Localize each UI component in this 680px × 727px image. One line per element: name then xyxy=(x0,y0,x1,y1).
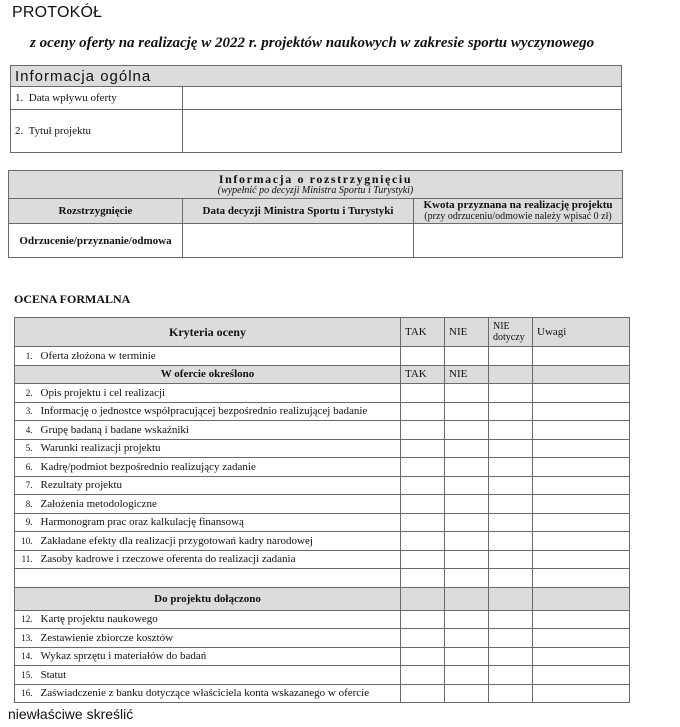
row-number: 12. xyxy=(15,610,37,629)
not-applicable-cell[interactable] xyxy=(489,439,533,458)
row-number: 13. xyxy=(15,629,37,648)
no-cell[interactable] xyxy=(445,458,489,477)
notes-cell[interactable] xyxy=(533,384,630,403)
not-applicable-cell[interactable] xyxy=(489,629,533,648)
table-row xyxy=(15,666,630,685)
row-label: Kadrę/podmiot bezpośrednio realizujący zadanie xyxy=(37,458,401,477)
not-applicable-cell[interactable] xyxy=(489,495,533,514)
notes-cell[interactable] xyxy=(533,647,630,666)
notes-header: Uwagi xyxy=(533,318,630,347)
not-applicable-cell[interactable] xyxy=(489,684,533,703)
formal-assessment-heading: OCENA FORMALNA xyxy=(14,292,131,306)
not-applicable-cell[interactable] xyxy=(489,550,533,569)
not-applicable-cell[interactable] xyxy=(489,402,533,421)
not-applicable-cell[interactable] xyxy=(489,666,533,685)
row-label: Informację o jednostce współpracującej bezpośrednio realizującej badanie xyxy=(37,402,401,421)
section-row xyxy=(15,365,630,384)
document-title: PROTOKÓŁ xyxy=(12,4,103,21)
column-header: Rozstrzygnięcie xyxy=(9,199,183,224)
row-label: Zasoby kadrowe i rzeczowe oferenta do realizacji zadania xyxy=(37,550,401,569)
yes-cell[interactable] xyxy=(401,647,445,666)
table-row xyxy=(15,384,630,403)
not-applicable-cell[interactable] xyxy=(489,476,533,495)
no-cell[interactable] xyxy=(445,421,489,440)
table-row xyxy=(15,476,630,495)
no-cell[interactable] xyxy=(445,532,489,551)
no-cell[interactable] xyxy=(445,666,489,685)
table-row xyxy=(15,629,630,648)
no-cell[interactable] xyxy=(445,476,489,495)
table-row xyxy=(15,402,630,421)
row-number: 8. xyxy=(15,495,37,514)
yes-cell[interactable] xyxy=(401,384,445,403)
empty-cell xyxy=(445,587,489,610)
table-row xyxy=(15,347,630,366)
empty-row xyxy=(15,569,630,588)
notes-cell[interactable] xyxy=(533,439,630,458)
no-cell[interactable] xyxy=(445,347,489,366)
row-label: 2. Tytuł projektu xyxy=(11,110,183,153)
footnote: niewłaściwe skreślić xyxy=(8,706,134,722)
row-label: Zakładane efekty dla realizacji przygotowań kadry narodowej xyxy=(37,532,401,551)
notes-cell[interactable] xyxy=(533,421,630,440)
not-applicable-header: NIE dotyczy xyxy=(489,318,533,347)
row-label: Opis projektu i cel realizacji xyxy=(37,384,401,403)
empty-cell xyxy=(489,587,533,610)
criteria-header: Kryteria oceny xyxy=(15,318,401,347)
granted-amount-field[interactable] xyxy=(414,224,623,258)
yes-cell[interactable] xyxy=(401,476,445,495)
row-number: 15. xyxy=(15,666,37,685)
decision-date-field[interactable] xyxy=(183,224,414,258)
yes-cell[interactable] xyxy=(401,402,445,421)
row-label: Grupę badaną i badane wskaźniki xyxy=(37,421,401,440)
no-header: NIE xyxy=(445,365,489,384)
general-info-table xyxy=(10,65,622,153)
not-applicable-cell[interactable] xyxy=(489,647,533,666)
table-row xyxy=(15,495,630,514)
decision-info-table xyxy=(8,170,623,258)
row-number: 3. xyxy=(15,402,37,421)
document-subtitle: z oceny oferty na realizację w 2022 r. projektów naukowych w zakresie sportu wyczynowego xyxy=(30,35,595,51)
yes-cell[interactable] xyxy=(401,347,445,366)
yes-cell[interactable] xyxy=(401,684,445,703)
table-row xyxy=(15,439,630,458)
yes-cell[interactable] xyxy=(401,550,445,569)
not-applicable-cell[interactable] xyxy=(489,532,533,551)
empty-cell xyxy=(15,569,401,588)
row-number: 1. xyxy=(15,347,37,366)
notes-cell[interactable] xyxy=(533,347,630,366)
row-label: Kartę projektu naukowego xyxy=(37,610,401,629)
row-label: Statut xyxy=(37,666,401,685)
yes-header: TAK xyxy=(401,365,445,384)
yes-cell[interactable] xyxy=(401,610,445,629)
row-number: 5. xyxy=(15,439,37,458)
no-cell[interactable] xyxy=(445,384,489,403)
empty-cell xyxy=(445,569,489,588)
notes-cell[interactable] xyxy=(533,666,630,685)
notes-cell[interactable] xyxy=(533,550,630,569)
no-cell[interactable] xyxy=(445,550,489,569)
project-title-field[interactable] xyxy=(183,110,622,153)
row-label: 1. Data wpływu oferty xyxy=(11,87,183,110)
empty-cell xyxy=(533,365,630,384)
table-row xyxy=(15,684,630,703)
empty-cell xyxy=(533,569,630,588)
no-cell[interactable] xyxy=(445,402,489,421)
no-cell[interactable] xyxy=(445,629,489,648)
no-cell[interactable] xyxy=(445,513,489,532)
notes-cell[interactable] xyxy=(533,458,630,477)
empty-cell xyxy=(489,365,533,384)
empty-cell xyxy=(489,569,533,588)
row-label: Wykaz sprzętu i materiałów do badań xyxy=(37,647,401,666)
table-row xyxy=(15,647,630,666)
table-row xyxy=(15,610,630,629)
row-label: Harmonogram prac oraz kalkulację finansową xyxy=(37,513,401,532)
yes-header: TAK xyxy=(401,318,445,347)
notes-cell[interactable] xyxy=(533,513,630,532)
decision-info-heading: Informacja o rozstrzygnięciu (wypełnić po decyzji Ministra Sportu i Turystyki) xyxy=(9,171,623,199)
row-label: Oferta złożona w terminie xyxy=(37,347,401,366)
notes-cell[interactable] xyxy=(533,532,630,551)
table-row xyxy=(11,87,622,110)
no-cell[interactable] xyxy=(445,647,489,666)
general-info-heading: Informacja ogólna xyxy=(11,66,622,87)
notes-cell[interactable] xyxy=(533,629,630,648)
column-header: Data decyzji Ministra Sportu i Turystyki xyxy=(183,199,414,224)
formal-assessment-table xyxy=(14,317,630,703)
row-label: Warunki realizacji projektu xyxy=(37,439,401,458)
row-number: 16. xyxy=(15,684,37,703)
notes-cell[interactable] xyxy=(533,495,630,514)
column-header: Kwota przyznana na realizację projektu (przy odrzuceniu/odmowie należy wpisać 0 zł) xyxy=(414,199,623,224)
table-row xyxy=(15,458,630,477)
no-cell[interactable] xyxy=(445,439,489,458)
yes-cell[interactable] xyxy=(401,532,445,551)
row-label: Założenia metodologiczne xyxy=(37,495,401,514)
no-cell[interactable] xyxy=(445,495,489,514)
receipt-date-field[interactable] xyxy=(183,87,622,110)
yes-cell[interactable] xyxy=(401,421,445,440)
not-applicable-cell[interactable] xyxy=(489,513,533,532)
not-applicable-cell[interactable] xyxy=(489,347,533,366)
yes-cell[interactable] xyxy=(401,495,445,514)
row-number: 7. xyxy=(15,476,37,495)
section-attached-label: Do projektu dołączono xyxy=(15,587,401,610)
row-number: 2. xyxy=(15,384,37,403)
table-row xyxy=(15,532,630,551)
decision-row-label: Odrzucenie/przyznanie/odmowa xyxy=(9,224,183,258)
row-number: 14. xyxy=(15,647,37,666)
no-header: NIE xyxy=(445,318,489,347)
not-applicable-cell[interactable] xyxy=(489,610,533,629)
row-number: 6. xyxy=(15,458,37,477)
row-number: 11. xyxy=(15,550,37,569)
yes-cell[interactable] xyxy=(401,666,445,685)
not-applicable-cell[interactable] xyxy=(489,458,533,477)
yes-cell[interactable] xyxy=(401,439,445,458)
row-label: Zaświadczenie z banku dotyczące właściciela konta wskazanego w ofercie xyxy=(37,684,401,703)
table-row xyxy=(15,421,630,440)
row-label: Rezultaty projektu xyxy=(37,476,401,495)
no-cell[interactable] xyxy=(445,684,489,703)
table-row xyxy=(15,513,630,532)
not-applicable-cell[interactable] xyxy=(489,384,533,403)
row-label: Zestawienie zbiorcze kosztów xyxy=(37,629,401,648)
empty-cell xyxy=(401,569,445,588)
yes-cell[interactable] xyxy=(401,629,445,648)
section-offer-label: W ofercie określono xyxy=(15,365,401,384)
row-number: 4. xyxy=(15,421,37,440)
section-row xyxy=(15,587,630,610)
table-row xyxy=(11,110,622,153)
table-row xyxy=(15,550,630,569)
notes-cell[interactable] xyxy=(533,402,630,421)
notes-cell[interactable] xyxy=(533,476,630,495)
row-number: 9. xyxy=(15,513,37,532)
not-applicable-cell[interactable] xyxy=(489,421,533,440)
no-cell[interactable] xyxy=(445,610,489,629)
yes-cell[interactable] xyxy=(401,458,445,477)
yes-cell[interactable] xyxy=(401,513,445,532)
notes-cell[interactable] xyxy=(533,610,630,629)
notes-cell[interactable] xyxy=(533,684,630,703)
row-number: 10. xyxy=(15,532,37,551)
empty-cell xyxy=(401,587,445,610)
empty-cell xyxy=(533,587,630,610)
